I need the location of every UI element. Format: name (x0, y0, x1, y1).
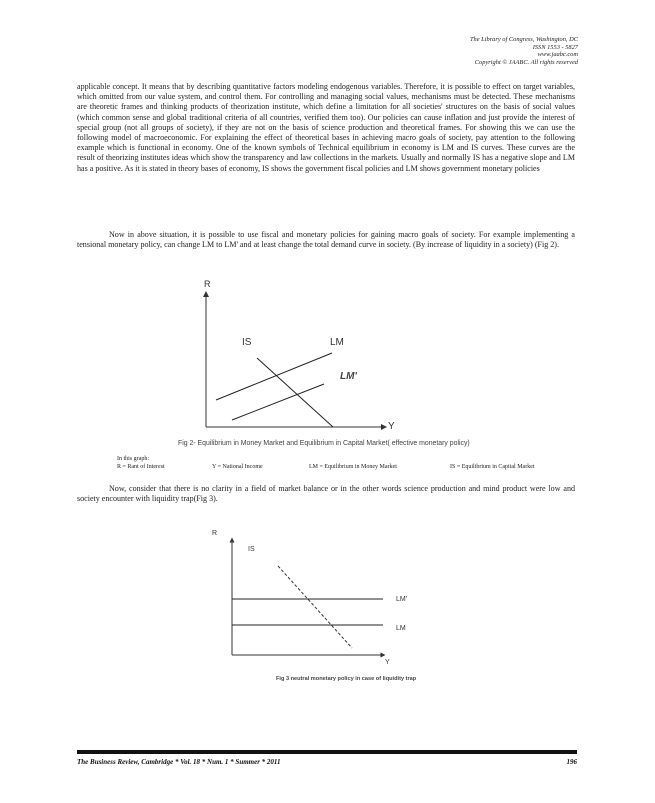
paragraph-liquidity-trap: Now, consider that there is no clarity in a field of market balance or in the other words science production and mind product were low and society encounter with liquidity trap(Fig 3). (77, 484, 575, 504)
paragraph-concept: applicable concept. It means that by describing quantitative factors modeling endogenous variables. Therefore, it is possible to effect on target variables, which omitted from our value system, and control them. For controlling and managing social values, mechanisms must be detected. These mechanisms are theoretic frames and thinking products of theorization institute, which define a limitation for all societies' structures on the basis of social values (which common sense and global traditional criteria of all countries, verified them too). Our policies can cause inflation and just provide the interest of special group (not all groups of society), if they are not on the basis of science production and theoretical frames. For showing this we can use the following model of macroeconomic. For explaining the effect of theoretical bases in achieving macro goals of society, pay attention to the following example which is functional in economy. One of the known symbols of Technical equilibrium in economy is LM and IS curves. These curves are the result of theorizing institutes ideas which show the transparency and law collections in the markets. Usually and normally IS has a negative slope and LM has a positive. As it is stated in theory bases of economy, IS shows the government fiscal policies and LM shows government monetary policies (77, 82, 575, 173)
fig2-is-label: IS (242, 337, 252, 348)
figure-3-caption: Fig 3 neutral monetary policy in case of liquidity trap (276, 676, 417, 682)
fig2-lm-curve (216, 353, 332, 400)
journal-header (470, 36, 578, 66)
footer-rule (77, 750, 577, 754)
figure-2 (160, 276, 540, 452)
fig3-lm-prime-label: LM' (396, 596, 408, 603)
legend-is: IS = Equilibrium in Capital Market (450, 464, 535, 470)
footer-journal: The Business Review, Cambridge * Vol. 18 * Num. 1 * Summer * 2011 (77, 758, 281, 766)
legend-r: R = Rant of Interest (117, 464, 165, 470)
graph-note (117, 455, 587, 471)
header-copyright: Copyright © JAABC. All rights reserved (474, 58, 578, 66)
graph-note-legend (117, 463, 587, 471)
page-number: 196 (566, 758, 577, 766)
header-website: www.jaabc.com (537, 51, 578, 59)
figure-3-graph (190, 524, 440, 692)
legend-lm: LM = Equilibrium in Money Market (309, 464, 397, 470)
fig3-lm-label: LM (396, 625, 406, 632)
graph-note-title: In this graph: (117, 456, 149, 462)
fig3-y-label: R (212, 530, 218, 537)
fig2-x-label: Y (388, 421, 395, 432)
fig2-lm-prime-label: LM' (340, 371, 357, 382)
fig2-lm-prime-curve (232, 384, 324, 420)
fig3-is-curve (278, 566, 352, 648)
fig3-x-label: Y (385, 659, 390, 666)
paragraph-monetary-policy: Now in above situation, it is possible to use fiscal and monetary policies for gaining macro goals of society. For example implementing a tensional monetary policy, can change LM to LM' and at least change the total demand curve in society. (By increase of liquidity in a society) (Fig 2). (77, 230, 575, 250)
fig2-lm-label: LM (330, 337, 344, 348)
figure-2-caption: Fig 2- Equilibrium in Money Market and Equilibrium in Capital Market( effective monetary policy) (178, 440, 470, 447)
header-issn: ISSN 1553 - 5827 (532, 43, 578, 51)
legend-y: Y = National Income (212, 464, 263, 470)
header-library: The Library of Congress, Washington, DC (469, 36, 578, 43)
figure-3 (190, 524, 440, 692)
figure-2-graph (160, 276, 540, 452)
fig2-y-label: R (204, 279, 211, 289)
page-footer (77, 758, 577, 766)
fig3-is-label: IS (248, 546, 255, 553)
